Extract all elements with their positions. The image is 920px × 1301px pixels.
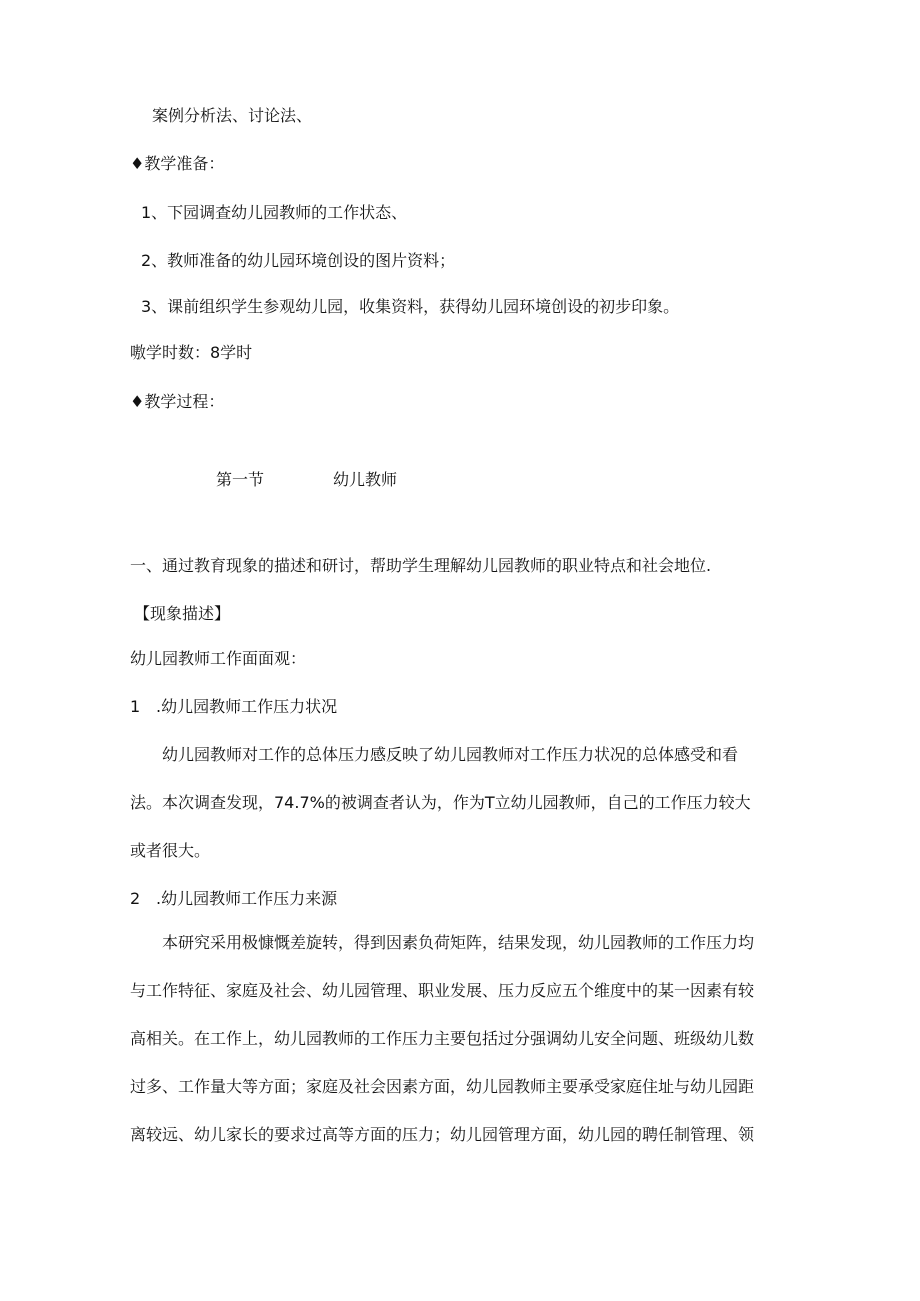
subsection-1-title: .幼儿园教师工作压力状况 bbox=[156, 697, 338, 716]
process-heading: ♦教学过程： bbox=[130, 392, 225, 411]
methods-line: 案例分析法、讨论法、 bbox=[152, 106, 313, 125]
subsection-2-title: .幼儿园教师工作压力来源 bbox=[156, 889, 338, 908]
section-number: 第一节 bbox=[216, 470, 265, 489]
paragraph-line: 高相关。在工作上，幼儿园教师的工作压力主要包括过分强调幼儿安全问题、班级幼儿数 bbox=[130, 1029, 755, 1048]
subsection-1-number: 1 bbox=[130, 697, 141, 716]
prep-item-2: 2、教师准备的幼儿园环境创设的图片资料； bbox=[141, 251, 456, 270]
subsection-2-paragraph bbox=[130, 932, 800, 1146]
paragraph-line: 过多、工作量大等方面；家庭及社会因素方面，幼儿园教师主要承受家庭住址与幼儿园距 bbox=[130, 1077, 755, 1096]
paragraph-line: 与工作特征、家庭及社会、幼儿园管理、职业发展、压力反应五个维度中的某一因素有较 bbox=[130, 981, 755, 1000]
paragraph-line: 或者很大。 bbox=[130, 841, 211, 860]
paragraph-line: 法。本次调查发现，74.7%的被调查者认为，作为T立幼儿园教师，自己的工作压力较大 bbox=[130, 793, 751, 812]
prep-item-1: 1、下园调查幼儿园教师的工作状态、 bbox=[141, 203, 408, 222]
section-title: 幼儿教师 bbox=[333, 470, 398, 489]
subsection-2-number: 2 bbox=[130, 889, 141, 908]
prep-heading: ♦教学准备： bbox=[130, 154, 225, 173]
paragraph-line: 离较远、幼儿家长的要求过高等方面的压力；幼儿园管理方面，幼儿园的聘任制管理、领 bbox=[130, 1125, 755, 1144]
paragraph-line: 本研究采用极慷慨差旋转，得到因素负荷矩阵，结果发现，幼儿园教师的工作压力均 bbox=[130, 933, 755, 952]
paragraph-line: 幼儿园教师对工作的总体压力感反映了幼儿园教师对工作压力状况的总体感受和看 bbox=[130, 745, 739, 764]
subsection-1-paragraph bbox=[130, 744, 800, 862]
phenomenon-heading: 【现象描述】 bbox=[134, 604, 231, 623]
prep-item-3: 3、课前组织学生参观幼儿园，收集资料，获得幼儿园环境创设的初步印象。 bbox=[141, 297, 680, 316]
hours-line: 嗷学时数：8学时 bbox=[130, 343, 253, 362]
goal-line: 一、通过教育现象的描述和研讨，帮助学生理解幼儿园教师的职业特点和社会地位. bbox=[130, 556, 712, 575]
overview-line: 幼儿园教师工作面面观： bbox=[130, 649, 307, 668]
